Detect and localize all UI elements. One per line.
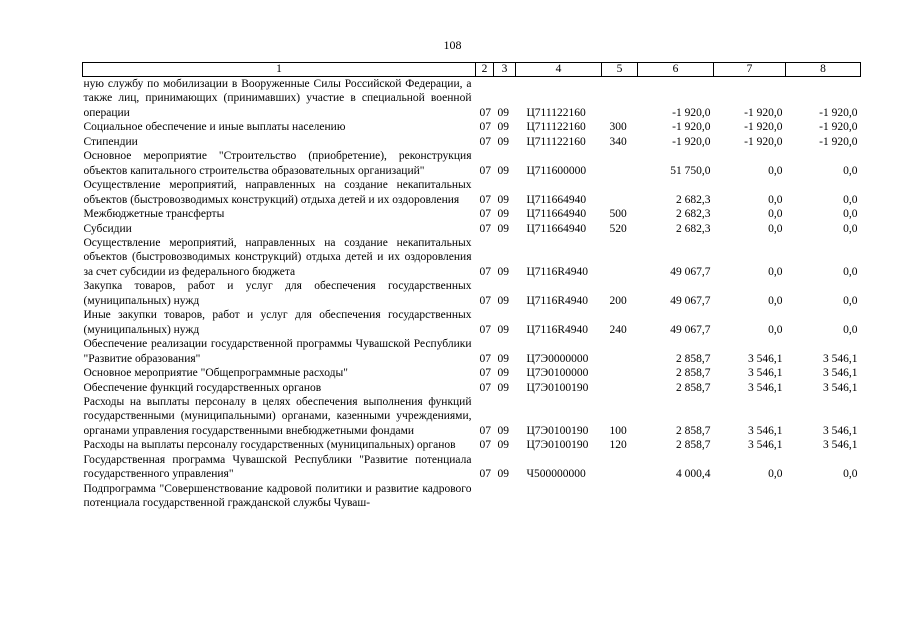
row-section: 07: [479, 439, 491, 452]
row-expense-type: 240: [609, 323, 627, 336]
header-col-4: 4: [516, 63, 602, 77]
table-row: [83, 207, 861, 221]
row-name: ную службу по мобилизации в Вооруженные Силы Российской Федерации, а также лиц, принимающих (принимавших) участие в специальной военной операции: [83, 78, 472, 119]
row-value-7: 0,0: [768, 323, 783, 336]
row-name: Межбюджетные трансферты: [83, 208, 225, 221]
row-expense-type: [602, 149, 638, 178]
table-row: [83, 135, 861, 149]
row-expense-type: 500: [609, 208, 627, 221]
row-expense-type: 340: [609, 135, 627, 148]
row-value-8: 0,0: [843, 323, 858, 336]
row-section: 07: [479, 367, 491, 380]
row-target-code: Ц7Э0100190: [526, 424, 589, 437]
row-value-8: -1 920,0: [819, 121, 858, 134]
table-row: [83, 366, 861, 380]
table-row: [83, 279, 861, 308]
table-row: [83, 453, 861, 482]
row-value-7: 3 546,1: [748, 381, 783, 394]
row-value-8: 0,0: [843, 265, 858, 278]
row-subsection: 09: [497, 381, 509, 394]
header-col-3: 3: [494, 63, 516, 77]
row-expense-type: 300: [609, 121, 627, 134]
row-subsection: 09: [497, 294, 509, 307]
row-value-7: -1 920,0: [744, 121, 783, 134]
row-name: Стипендии: [83, 135, 138, 148]
table-row: [83, 395, 861, 438]
row-value-6: 49 067,7: [670, 323, 711, 336]
row-section: 07: [479, 468, 491, 481]
header-col-1: 1: [83, 63, 476, 77]
row-value-6: 2 858,7: [676, 439, 711, 452]
row-expense-type: 520: [609, 222, 627, 235]
table-row: [83, 337, 861, 366]
row-name: Социальное обеспечение и иные выплаты населению: [83, 121, 346, 134]
row-value-7: 3 546,1: [748, 439, 783, 452]
row-target-code: Ц7Э0100190: [526, 439, 589, 452]
row-name: Государственная программа Чувашской Республики "Развитие потенциала государственного управления": [83, 453, 472, 481]
row-value-7: 0,0: [768, 222, 783, 235]
row-target-code: Ц7Э0100000: [526, 367, 589, 380]
header-row: [83, 63, 861, 77]
budget-table: [82, 62, 861, 511]
table-row: [83, 482, 861, 511]
row-value-6: 49 067,7: [670, 265, 711, 278]
page-number: 108: [443, 38, 462, 52]
row-value-7: 3 546,1: [748, 367, 783, 380]
row-section: 07: [479, 294, 491, 307]
row-value-8: 0,0: [843, 208, 858, 221]
row-section: 07: [479, 164, 491, 177]
row-value-7: 3 546,1: [748, 352, 783, 365]
row-expense-type: [602, 381, 638, 395]
row-target-code: Ц711122160: [526, 135, 586, 148]
row-value-8: 3 546,1: [823, 424, 858, 437]
row-name: Иные закупки товаров, работ и услуг для обеспечения государственных (муниципальных) нужд: [83, 309, 472, 336]
row-value-6: 49 067,7: [670, 294, 711, 307]
row-subsection: 09: [497, 323, 509, 336]
row-subsection: 09: [497, 439, 509, 452]
row-subsection: 09: [497, 352, 509, 365]
row-target-code: Ц7Э0000000: [526, 352, 589, 365]
row-expense-type: 200: [609, 294, 627, 307]
row-value-7: 0,0: [768, 265, 783, 278]
row-value-6: 2 858,7: [676, 352, 711, 365]
row-subsection: [494, 482, 516, 511]
row-target-code: Ц7116R4940: [526, 265, 589, 278]
row-value-6: 2 682,3: [676, 222, 711, 235]
row-section: 07: [479, 424, 491, 437]
row-value-8: 0,0: [843, 164, 858, 177]
row-section: 07: [479, 121, 491, 134]
row-target-code: Ч500000000: [526, 468, 586, 481]
row-section: 07: [479, 106, 491, 119]
row-value-6: 2 858,7: [676, 381, 711, 394]
row-value-7: [714, 482, 786, 511]
row-name: Осуществление мероприятий, направленных на создание некапитальных объектов (быстровозводимых конструкций) отдыха детей и их оздоровления за счет субсидии из федерального бюджета: [83, 236, 472, 278]
row-value-7: -1 920,0: [744, 106, 783, 119]
table-row: [83, 381, 861, 395]
row-name: Закупка товаров, работ и услуг для обеспечения государственных (муниципальных) нужд: [83, 280, 472, 307]
row-subsection: 09: [497, 208, 509, 221]
row-target-code: Ц711664940: [526, 222, 587, 235]
row-value-8: 3 546,1: [823, 367, 858, 380]
row-value-6: 2 858,7: [676, 367, 711, 380]
row-value-6: 2 682,3: [676, 208, 711, 221]
row-section: 07: [479, 222, 491, 235]
row-name: Основное мероприятие "Общепрограммные расходы": [83, 367, 348, 380]
table-row: [83, 77, 861, 121]
row-value-8: 3 546,1: [823, 439, 858, 452]
row-value-8: [786, 482, 861, 511]
row-subsection: 09: [497, 106, 509, 119]
row-value-6: -1 920,0: [672, 121, 711, 134]
row-subsection: 09: [497, 222, 509, 235]
row-value-6: 2 858,7: [676, 424, 711, 437]
table-row: [83, 149, 861, 178]
row-value-7: 0,0: [768, 468, 783, 481]
row-value-7: 0,0: [768, 208, 783, 221]
row-name: Обеспечение функций государственных органов: [83, 381, 322, 394]
table-row: [83, 120, 861, 134]
row-value-8: 3 546,1: [823, 352, 858, 365]
row-value-6: -1 920,0: [672, 106, 711, 119]
row-section: 07: [479, 352, 491, 365]
row-expense-type: [602, 77, 638, 121]
row-value-6: -1 920,0: [672, 135, 711, 148]
row-target-code: Ц711122160: [526, 121, 586, 134]
header-col-2: 2: [476, 63, 494, 77]
row-subsection: 09: [497, 164, 509, 177]
row-expense-type: 120: [609, 439, 627, 452]
row-value-6: [638, 482, 714, 511]
table-row: [83, 438, 861, 452]
row-subsection: 09: [497, 135, 509, 148]
row-value-7: 0,0: [768, 193, 783, 206]
row-value-7: 0,0: [768, 164, 783, 177]
header-col-5: 5: [602, 63, 638, 77]
header-col-6: 6: [638, 63, 714, 77]
table-row: [83, 308, 861, 337]
row-target-code: [516, 482, 602, 511]
header-col-7: 7: [714, 63, 786, 77]
row-value-6: 2 682,3: [676, 193, 711, 206]
row-value-8: -1 920,0: [819, 106, 858, 119]
row-subsection: 09: [497, 424, 509, 437]
row-target-code: Ц711122160: [526, 106, 586, 119]
row-section: 07: [479, 381, 491, 394]
row-subsection: 09: [497, 367, 509, 380]
row-section: 07: [479, 193, 491, 206]
row-value-8: 0,0: [843, 468, 858, 481]
row-value-8: -1 920,0: [819, 135, 858, 148]
row-name: Субсидии: [83, 222, 132, 235]
row-section: 07: [479, 323, 491, 336]
row-expense-type: [602, 337, 638, 366]
row-expense-type: [602, 236, 638, 279]
row-name: Основное мероприятие "Строительство (приобретение), реконструкция объектов капитального строительства образовательных организаций": [83, 150, 472, 177]
row-target-code: Ц711664940: [526, 208, 587, 221]
row-name: Осуществление мероприятий, направленных на создание некапитальных объектов (быстровозводимых конструкций) отдыха детей и их оздоровления: [83, 179, 472, 206]
row-target-code: Ц7116R4940: [526, 323, 589, 336]
row-section: [476, 482, 494, 511]
row-section: 07: [479, 135, 491, 148]
row-name: Расходы на выплаты персоналу в целях обеспечения выполнения функций государственными (муниципальными) органами, казенными учреждениями, органами управления государственными внебюджетными фондами: [83, 395, 472, 437]
table-row: [83, 178, 861, 207]
row-name: Расходы на выплаты персоналу государственных (муниципальных) органов: [83, 439, 456, 452]
row-section: 07: [479, 208, 491, 221]
row-subsection: 09: [497, 468, 509, 481]
row-value-7: 0,0: [768, 294, 783, 307]
row-value-8: 0,0: [843, 193, 858, 206]
row-name: Обеспечение реализации государственной программы Чувашской Республики "Развитие образования": [83, 338, 472, 365]
row-subsection: 09: [497, 265, 509, 278]
row-expense-type: [602, 453, 638, 482]
header-col-8: 8: [786, 63, 861, 77]
row-value-8: 0,0: [843, 222, 858, 235]
row-section: 07: [479, 265, 491, 278]
row-value-7: 3 546,1: [748, 424, 783, 437]
row-expense-type: [602, 178, 638, 207]
row-subsection: 09: [497, 121, 509, 134]
row-value-6: 51 750,0: [670, 164, 711, 177]
row-target-code: Ц7116R4940: [526, 294, 589, 307]
row-subsection: 09: [497, 193, 509, 206]
row-expense-type: [602, 482, 638, 511]
row-value-8: 3 546,1: [823, 381, 858, 394]
row-target-code: Ц711600000: [526, 164, 587, 177]
row-target-code: Ц711664940: [526, 193, 587, 206]
row-value-8: 0,0: [843, 294, 858, 307]
row-value-6: 4 000,4: [676, 468, 711, 481]
row-value-7: -1 920,0: [744, 135, 783, 148]
row-expense-type: [602, 366, 638, 380]
table-row: [83, 222, 861, 236]
row-name: Подпрограмма "Совершенствование кадровой политики и развитие кадрового потенциала государственной гражданской службы Чуваш-: [83, 482, 472, 510]
row-expense-type: 100: [609, 424, 627, 437]
table-row: [83, 236, 861, 279]
row-target-code: Ц7Э0100190: [526, 381, 589, 394]
